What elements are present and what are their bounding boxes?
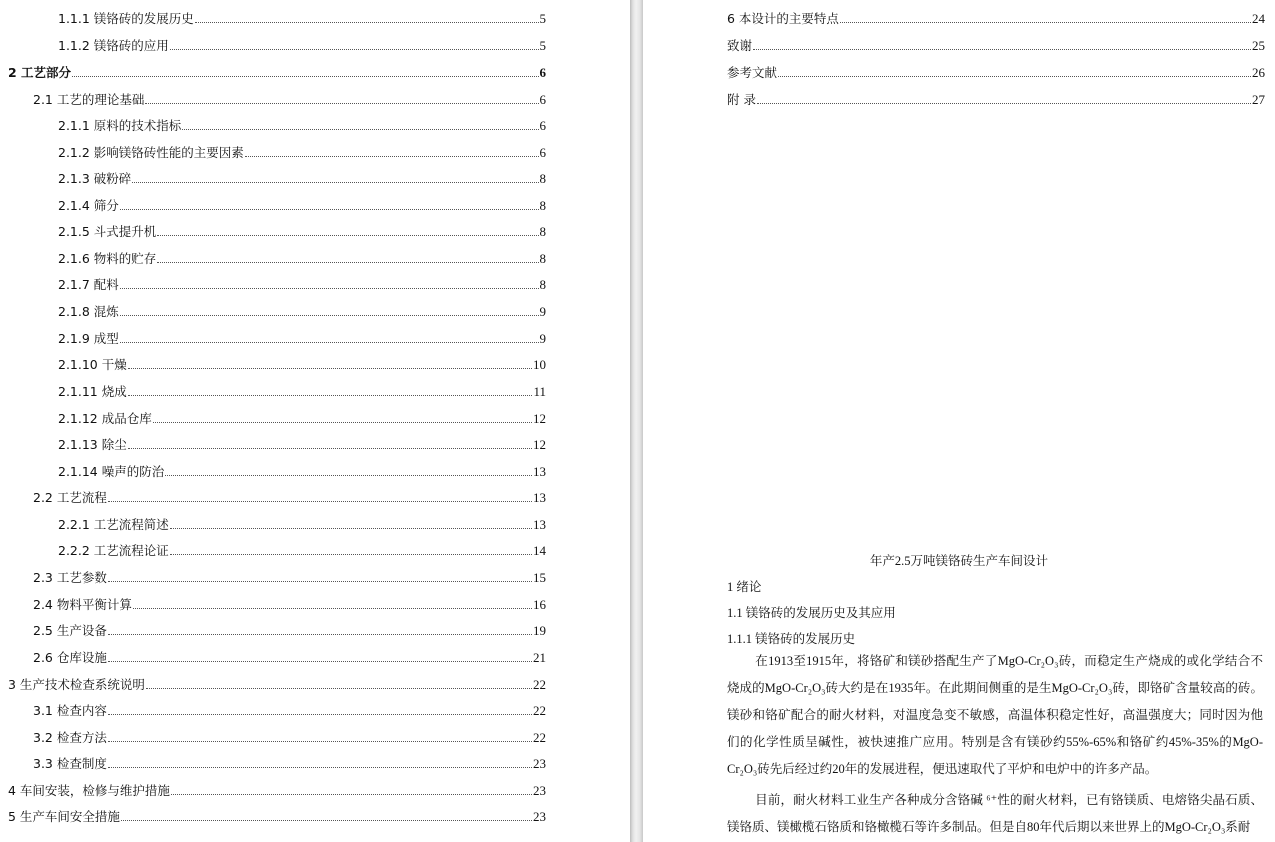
toc-entry-title: 2.1.11 烧成 [58,384,127,399]
document-title: 年产2.5万吨镁铬砖生产车间设计 [869,554,1049,568]
toc-entry-title: 2.1.12 成品仓库 [58,411,152,426]
toc-page-number: 5 [539,11,546,26]
toc-entry-title: 2.1.7 配料 [58,277,119,292]
toc-leader-dots [128,447,532,449]
toc-page-number: 6 [539,65,546,80]
toc-page-number: 13 [533,464,546,479]
toc-leader-dots [778,75,1251,77]
toc-leader-dots [120,208,539,210]
toc-page-number: 8 [539,251,546,266]
toc-entry[interactable] [8,782,546,800]
toc-entry[interactable] [58,10,546,28]
toc-entry[interactable] [58,516,546,534]
toc-entry[interactable] [58,330,546,348]
toc-entry-title: 2.1.1 原料的技术指标 [58,118,182,133]
toc-entry[interactable] [58,276,546,294]
toc-entry-title: 3 生产技术检查系统说明 [8,677,145,692]
toc-entry-title: 致谢 [727,38,753,53]
toc-leader-dots [157,261,538,263]
toc-page-number: 5 [539,38,546,53]
toc-page-number: 8 [539,277,546,292]
toc-entry[interactable] [58,197,546,215]
toc-entry[interactable] [58,117,546,135]
toc-page-number: 6 [539,118,546,133]
toc-entry-title: 2.1.9 成型 [58,331,119,346]
toc-entry-title: 2.2.2 工艺流程论证 [58,543,169,558]
toc-entry-title: 2 工艺部分 [8,65,72,80]
toc-leader-dots [121,819,532,821]
toc-page-number: 8 [539,198,546,213]
toc-leader-dots [132,181,538,183]
toc-entry-title: 2.1.4 筛分 [58,198,119,213]
toc-page-number: 13 [533,517,546,532]
body-paragraph-1 [727,648,1263,783]
toc-leader-dots [840,21,1251,23]
toc-entry[interactable] [8,808,546,826]
toc-page-number: 23 [533,756,546,771]
toc-leader-dots [108,713,532,715]
toc-entry-title: 2.5 生产设备 [33,623,107,638]
toc-leader-dots [170,48,539,50]
body-paragraph-2 [727,787,1263,841]
toc-page-number: 15 [533,570,546,585]
toc-entry[interactable] [58,410,546,428]
toc-entry[interactable] [58,303,546,321]
toc-entry[interactable] [33,649,546,667]
toc-entry-title: 2.1.6 物料的贮存 [58,251,157,266]
toc-leader-dots [108,633,532,635]
paragraph-1-text: 在1913至1915年，将铬矿和镁砂搭配生产了MgO-Cr₂O₃砖，而稳定生产烧成的或化学结合不烧成的MgO-Cr₂O₃砖大约是在1935年。在此期间侧重的是生MgO-Cr₂O₃砖，即铬矿含量较高的砖。镁砂和铬矿配合的耐火材料，对温度急变不敏感，高温体积稳定性好，高温强度大；同时因为他们的化学性质呈碱性，被快速推广应用。特别是含有镁砂约55%-65%和铬矿约45%-35%的MgO-Cr₂O₃砖先后经过约20年的发展进程，便迅速取代了平炉和电炉中的许多产品。 [727,654,1263,776]
toc-leader-dots [182,128,538,130]
toc-page-number: 9 [539,331,546,346]
toc-page-number: 23 [533,809,546,824]
toc-page-number: 13 [533,490,546,505]
toc-page-number: 12 [533,437,546,452]
toc-page-number: 25 [1252,38,1265,53]
toc-page-number: 21 [533,650,546,665]
toc-entry-title: 6 本设计的主要特点 [727,11,839,26]
toc-entry[interactable] [58,37,546,55]
toc-entry[interactable] [33,489,546,507]
paragraph-2-text: 目前，耐火材料工业生产各种成分含铬碱 ⁶⁺性的耐火材料，已有铬镁质、电熔铬尖晶石质、镁铬质、镁橄榄石铬质和铬橄榄石等许多制品。但是自80年代后期以来世界上的MgO-Cr₂O₃系耐 [727,793,1263,834]
toc-page-number: 11 [533,384,546,399]
toc-entry[interactable] [58,436,546,454]
toc-leader-dots [170,553,532,555]
toc-leader-dots [757,102,1251,104]
toc-page-number: 22 [533,677,546,692]
toc-entry[interactable] [33,596,546,614]
toc-entry[interactable] [727,10,1265,28]
toc-entry[interactable] [33,729,546,747]
document-page-right [643,0,1275,842]
toc-entry-title: 2.2.1 工艺流程简述 [58,517,169,532]
toc-entry[interactable] [33,755,546,773]
toc-leader-dots [157,234,538,236]
toc-leader-dots [245,155,539,157]
toc-leader-dots [72,75,538,77]
toc-leader-dots [108,500,532,502]
toc-page-number: 12 [533,411,546,426]
toc-leader-dots [128,367,532,369]
toc-entry[interactable] [58,463,546,481]
toc-page-number: 14 [533,543,546,558]
toc-leader-dots [133,607,532,609]
page-gutter [630,0,643,842]
toc-entry-title: 2.1.5 斗式提升机 [58,224,157,239]
toc-leader-dots [146,687,532,689]
toc-leader-dots [108,766,532,768]
toc-leader-dots [120,287,539,289]
toc-page-number: 22 [533,703,546,718]
toc-page-number: 6 [539,145,546,160]
toc-entry-title: 2.1.3 破粉碎 [58,171,132,186]
toc-page-number: 16 [533,597,546,612]
toc-entry[interactable] [58,170,546,188]
toc-entry-title: 2.4 物料平衡计算 [33,597,132,612]
toc-entry-title: 3.3 检查制度 [33,756,107,771]
toc-leader-dots [108,580,532,582]
toc-leader-dots [170,527,532,529]
toc-entry-title: 2.1.10 干燥 [58,357,127,372]
toc-page-number: 23 [533,783,546,798]
toc-entry-title: 1.1.2 镁铬砖的应用 [58,38,169,53]
toc-entry-title: 1.1.1 镁铬砖的发展历史 [58,11,194,26]
toc-entry-title: 附 录 [727,92,756,107]
toc-entry-title: 2.1.13 除尘 [58,437,127,452]
toc-entry[interactable] [58,542,546,560]
toc-entry[interactable] [8,64,546,82]
toc-entry[interactable] [33,91,546,109]
toc-entry[interactable] [58,144,546,162]
toc-leader-dots [108,740,532,742]
section-heading: 1.1 镁铬砖的发展历史及其应用 [727,606,896,620]
toc-entry[interactable] [33,622,546,640]
toc-page-number: 9 [539,304,546,319]
toc-entry[interactable] [727,91,1265,109]
toc-entry-title: 3.1 检查内容 [33,703,107,718]
toc-page-number: 24 [1252,11,1265,26]
toc-entry-title: 2.6 仓库设施 [33,650,107,665]
toc-entry-title: 3.2 检查方法 [33,730,107,745]
toc-entry-title: 4 车间安装，检修与维护措施 [8,783,170,798]
toc-page-number: 19 [533,623,546,638]
toc-entry[interactable] [727,37,1265,55]
toc-entry-title: 2.1.2 影响镁铬砖性能的主要因素 [58,145,244,160]
toc-entry[interactable] [33,569,546,587]
toc-leader-dots [195,21,539,23]
toc-entry[interactable] [33,702,546,720]
toc-leader-dots [165,474,532,476]
toc-entry-title: 5 生产车间安全措施 [8,809,120,824]
toc-entry-title: 2.3 工艺参数 [33,570,107,585]
toc-page-number: 10 [533,357,546,372]
toc-entry-title: 2.1.14 噪声的防治 [58,464,165,479]
subsection-heading: 1.1.1 镁铬砖的发展历史 [727,632,856,646]
toc-page-left [0,0,630,842]
toc-entry[interactable] [58,383,546,401]
toc-page-number: 8 [539,224,546,239]
toc-leader-dots [145,102,538,104]
toc-entry-title: 参考文献 [727,65,778,80]
toc-page-number: 8 [539,171,546,186]
toc-entry[interactable] [58,250,546,268]
toc-leader-dots [108,660,532,662]
chapter-heading: 1 绪论 [727,580,762,594]
toc-entry[interactable] [58,356,546,374]
toc-leader-dots [171,793,532,795]
toc-page-number: 22 [533,730,546,745]
toc-leader-dots [128,394,533,396]
toc-entry-title: 2.2 工艺流程 [33,490,107,505]
toc-leader-dots [753,48,1251,50]
toc-entry[interactable] [58,223,546,241]
toc-page-number: 26 [1252,65,1265,80]
toc-entry-title: 2.1.8 混炼 [58,304,119,319]
toc-entry-title: 2.1 工艺的理论基础 [33,92,145,107]
toc-entry[interactable] [8,676,546,694]
toc-leader-dots [153,421,532,423]
toc-leader-dots [120,341,539,343]
toc-entry[interactable] [727,64,1265,82]
toc-leader-dots [120,314,539,316]
toc-page-number: 6 [539,92,546,107]
toc-page-number: 27 [1252,92,1265,107]
